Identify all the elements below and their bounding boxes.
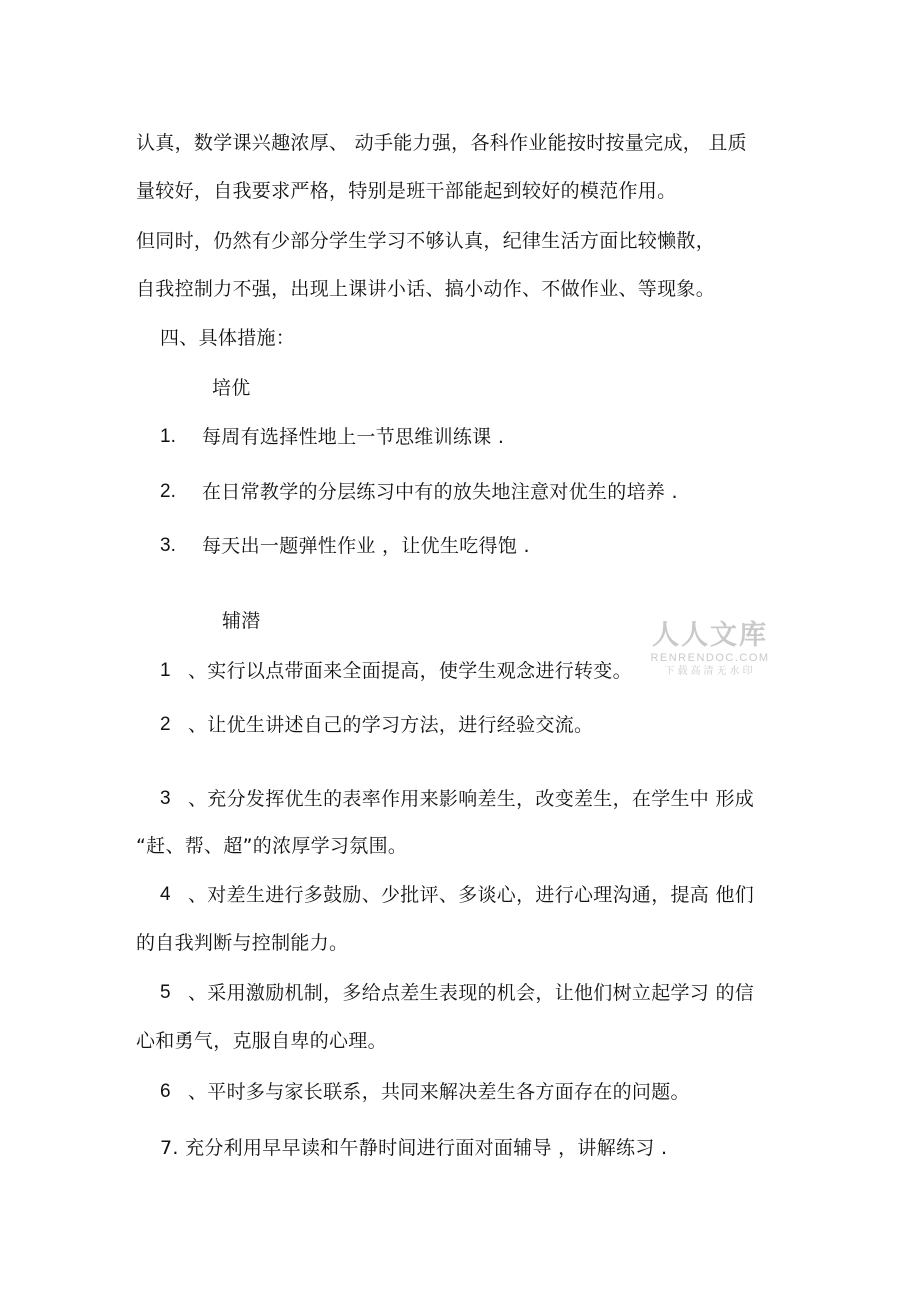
item-number: 2 — [160, 714, 171, 735]
item-text: 、采用激励机制，多给点差生表现的机会，让他们树立起学习 的信 — [188, 982, 755, 1004]
subheading-peiyou: 培优 — [212, 377, 251, 399]
item-text: 每周有选择性地上一节思维训练课 . — [202, 426, 505, 448]
item-number: 6 — [160, 1081, 171, 1102]
paragraph-line: 认真，数学课兴趣浓厚、 动手能力强，各科作业能按时按量完成， 且质 — [136, 132, 747, 154]
item-text: 、充分发挥优生的表率作用来影响差生，改变差生，在学生中 形成 — [188, 788, 755, 810]
list-item: 7. 充分利用早早读和午静时间进行面对面辅导 ，讲解练习 . — [160, 1137, 668, 1159]
item-text: 、对差生进行多鼓励、少批评、多谈心，进行心理沟通，提高 他们 — [188, 884, 755, 906]
section-heading: 四、具体措施： — [160, 327, 296, 349]
item-continuation: 心和勇气，克服自卑的心理。 — [136, 1030, 387, 1052]
paragraph-line: 自我控制力不强，出现上课讲小话、搞小动作、不做作业、等现象。 — [136, 278, 716, 300]
paragraph-line: 量较好，自我要求严格，特别是班干部能起到较好的模范作用。 — [136, 180, 677, 202]
watermark-url: RENRENDOC.COM — [650, 652, 770, 664]
watermark-title: 人人文库 — [652, 620, 768, 651]
item-number: 4 — [160, 884, 171, 905]
item-number: 5 — [160, 982, 171, 1003]
item-text: 、平时多与家长联系，共同来解决差生各方面存在的问题。 — [188, 1081, 690, 1103]
subheading-fuqian: 辅潜 — [222, 610, 261, 632]
item-text: 在日常教学的分层练习中有的放失地注意对优生的培养 . — [202, 481, 678, 503]
item-text: 、让优生讲述自己的学习方法，进行经验交流。 — [188, 714, 594, 736]
watermark-logo — [640, 620, 780, 678]
item-number: 3. — [160, 535, 176, 556]
item-text: 每天出一题弹性作业 ，让优生吃得饱 . — [202, 535, 530, 557]
item-text: 、实行以点带面来全面提高，使学生观念进行转变。 — [188, 660, 632, 682]
item-number: 2. — [160, 481, 176, 502]
item-continuation: “赶、帮、超”的浓厚学习氛围。 — [136, 835, 408, 857]
paragraph-line: 但同时，仍然有少部分学生学习不够认真，纪律生活方面比较懒散， — [136, 230, 716, 252]
item-number: 1 — [160, 660, 171, 681]
item-number: 3 — [160, 788, 171, 809]
item-number: 1. — [160, 426, 176, 447]
watermark-subtitle: 下载高清无水印 — [664, 666, 756, 677]
item-continuation: 的自我判断与控制能力。 — [136, 932, 349, 954]
